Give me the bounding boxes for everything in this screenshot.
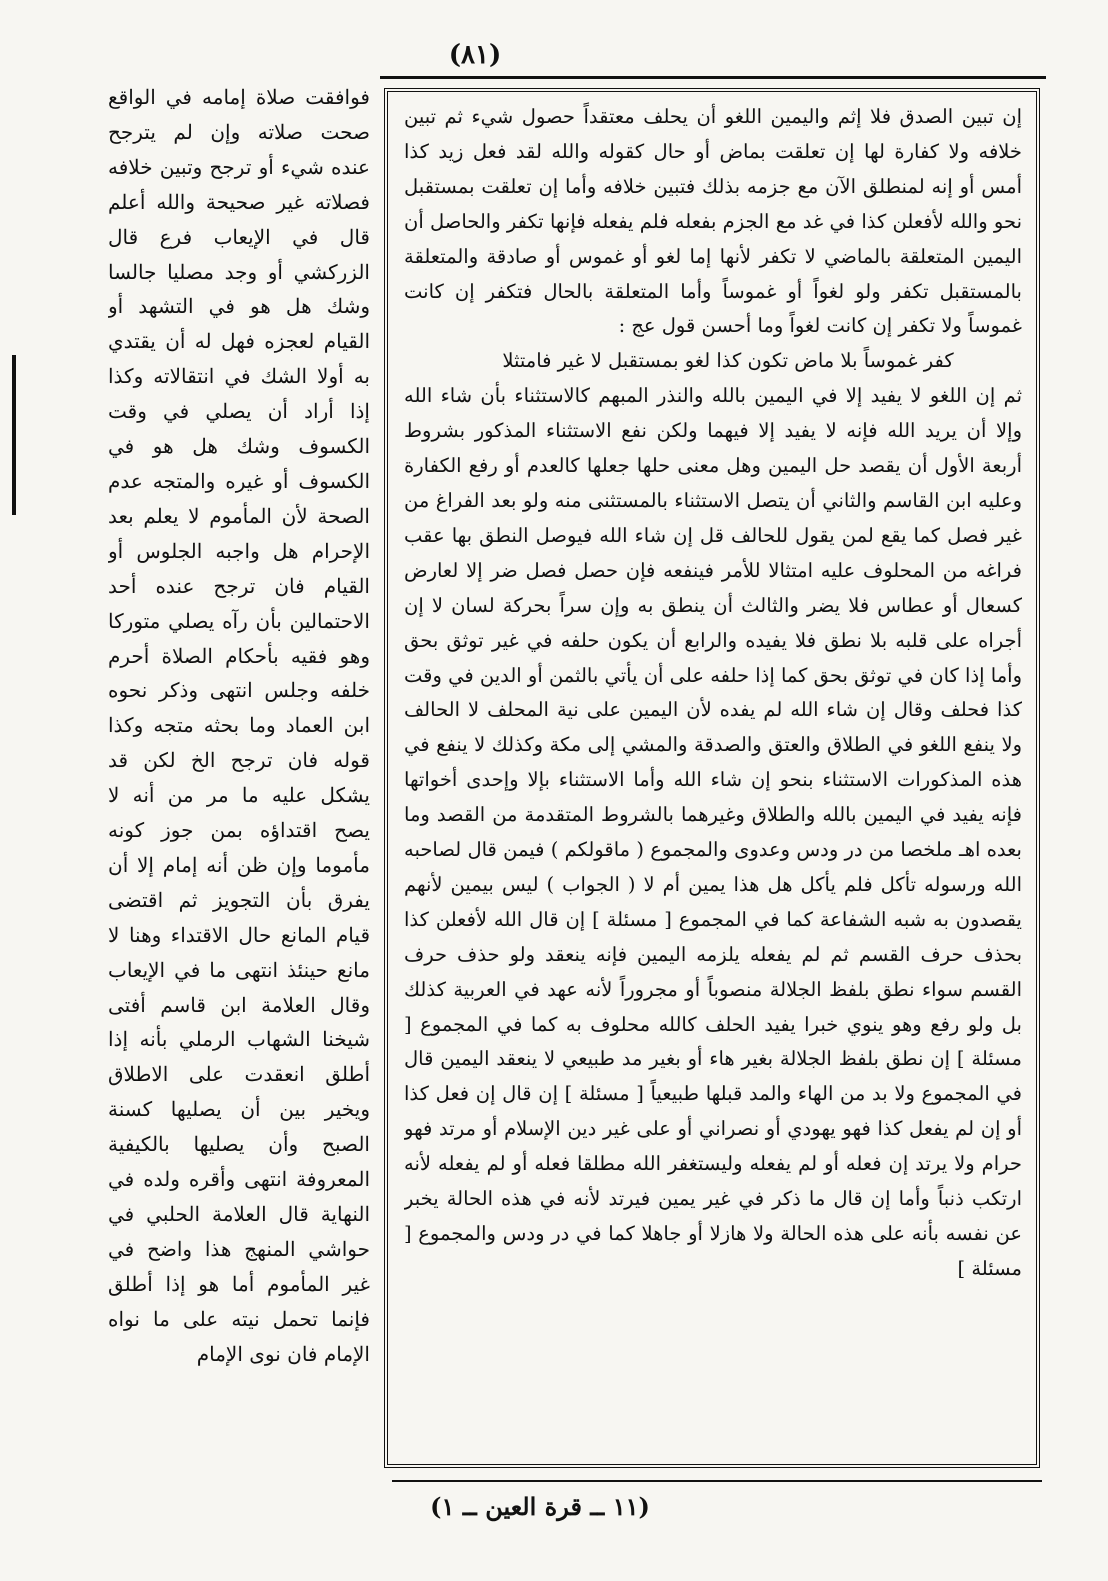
page-signature: (١١ ــ قرة العين ــ ١)	[430, 1492, 650, 1521]
main-paragraph: ثم إن اللغو لا يفيد إلا في اليمين بالله والنذر المبهم كالاستثناء بأن شاء الله وإلا أن يريد الله فإنه لا يفيد إلا فيهما ولكن نفع الاستثناء المذكور بشروط أربعة الأول أن يقصد حل اليمين وهل معنى حلها جعلها كالعدم أو رفع الكفارة وعليه ابن القاسم والثاني أن يتصل الاستثناء بالمستثنى منه ولو بعد الفراغ من غير فصل كما يقع لمن يقول للحالف قل إن شاء الله فيوصل النطق بها عقب فراغه من المحلوف عليه امتثالا للأمر فينفعه فإن حصل فصل ضر إلا لعارض كسعال أو عطاس فلا يضر والثالث أن ينطق به وإن سراً بحركة لسان لا إن أجراه على قلبه بلا نطق فلا يفيده والرابع أن يكون حلفه في غير توثق بحق وأما إذا كان في توثق بحق كما إذا حلفه على أن يأتي بالثمن أو الدين في وقت كذا فحلف وقال إن شاء الله لم يفده لأن اليمين على نية المحلف لا الحالف ولا ينفع اللغو في الطلاق والعتق والصدقة والمشي إلى مكة وكذلك لا ينفع في هذه المذكورات الاستثناء بنحو إن شاء الله وأما الاستثناء بإلا وإحدى أخواتها فإنه يفيد في اليمين بالله والطلاق وغيرهما بالشروط المتقدمة من القصد وما بعده اهـ ملخصا من در ودس وعدوى والمجموع ( ماقولكم ) فيمن قال لصاحبه الله ورسوله تأكل فلم يأكل هل هذا يمين أم لا ( الجواب ) ليس بيمين لأنهم يقصدون به شبه الشفاعة كما في المجموع [ مسئلة ] إن قال الله لأفعلن كذا بحذف حرف القسم ثم لم يفعله يلزمه اليمين فإنه ينعقد ولو حذف حرف القسم سواء نطق بلفظ الجلالة منصوباً أو مجروراً لأنه عهد في العربية كذلك بل ولو رفع وهو ينوي خبرا يفيد الحلف كالله محلوف به كما في المجموع [ مسئلة ] إن نطق بلفظ الجلالة بغير هاء أو بغير مد طبيعي لا ينعقد اليمين قال في المجموع ولا بد من الهاء والمد قبلها طبيعياً [ مسئلة ] إن قال إن فعل كذا أو إن لم يفعل كذا فهو يهودي أو نصراني أو على غير دين الإسلام أو مرتد فهو حرام ولا يرتد إن فعله أو لم يفعله وليستغفر الله مطلقا فعله أو لم يفعله لأنه ارتكب ذنباً وأما إن قال ما ذكر في غير يمين فيرتد لأنه في هذه الحالة يخبر عن نفسه بأنه على هذه الحالة ولا هازلا أو جاهلا كما في در ودس والمجموع [ مسئلة ]	[404, 384, 1022, 1280]
side-column	[108, 80, 370, 1475]
bottom-rule	[392, 1480, 1042, 1482]
page-number: (٨١)	[448, 40, 502, 70]
top-rule	[380, 76, 1046, 79]
margin-mark	[12, 355, 16, 515]
main-paragraph: إن تبين الصدق فلا إثم واليمين اللغو أن يحلف معتقداً حصول شيء ثم تبين خلافه ولا كفارة لها إن تعلقت بماض أو حال كقوله والله لقد فعل زيد كذا أمس أو إنه لمنطلق الآن مع جزمه بذلك فتبين خلافه وأما إن تعلقت بمستقبل نحو والله لأفعلن كذا في غد مع الجزم بفعله فلم يفعله فإنها تكفر والحاصل أن اليمين المتعلقة بالماضي لا تكفر لأنها إما لغو أو غموس أو صادقة والمتعلقة بالمستقبل تكفر ولو لغواً أو غموساً وأما المتعلقة بالحال فتكفر إن كانت غموساً ولا تكفر إن كانت لغواً وما أحسن قول عج :	[404, 105, 1022, 338]
side-paragraph: فوافقت صلاة إمامه في الواقع صحت صلاته وإن لم يترجح عنده شيء أو ترجح وتبين خلافه فصلاته غير صحيحة والله أعلم قال في الإيعاب فرع قال الزركشي أو وجد مصليا جالسا وشك هل هو في التشهد أو القيام لعجزه فهل له أن يقتدي به أولا الشك في انتقالاته وكذا إذا أراد أن يصلي في وقت الكسوف وشك هل هو في الكسوف أو غيره والمتجه عدم الصحة لأن المأموم لا يعلم بعد الإحرام هل واجبه الجلوس أو القيام فان ترجح عنده أحد الاحتمالين بأن رآه يصلي متوركا وهو فقيه بأحكام الصلاة أحرم خلفه وجلس انتهى وذكر نحوه ابن العماد وما بحثه متجه وكذا قوله فان ترجح الخ لكن قد يشكل عليه ما مر من أنه لا يصح اقتداؤه بمن جوز كونه مأموما وإن ظن أنه إمام إلا أن يفرق بأن التجويز ثم اقتضى قيام المانع حال الاقتداء وهنا لا مانع حينئذ انتهى ما في الإيعاب وقال العلامة ابن قاسم أفتى شيخنا الشهاب الرملي بأنه إذا أطلق انعقدت على الاطلاق ويخير بين أن يصليها كسنة الصبح وأن يصليها بالكيفية المعروفة انتهى وأقره ولده في النهاية قال العلامة الحلبي في حواشي المنهج هذا واضح في غير المأموم أما هو إذا أطلق فإنما تحمل نيته على ما نواه الإمام فان نوى الإمام	[108, 85, 370, 1366]
verse-line: كفر غموساً بلا ماض تكون كذا لغو بمستقبل لا غير فامتثلا	[502, 349, 954, 373]
main-column	[404, 100, 1022, 1445]
